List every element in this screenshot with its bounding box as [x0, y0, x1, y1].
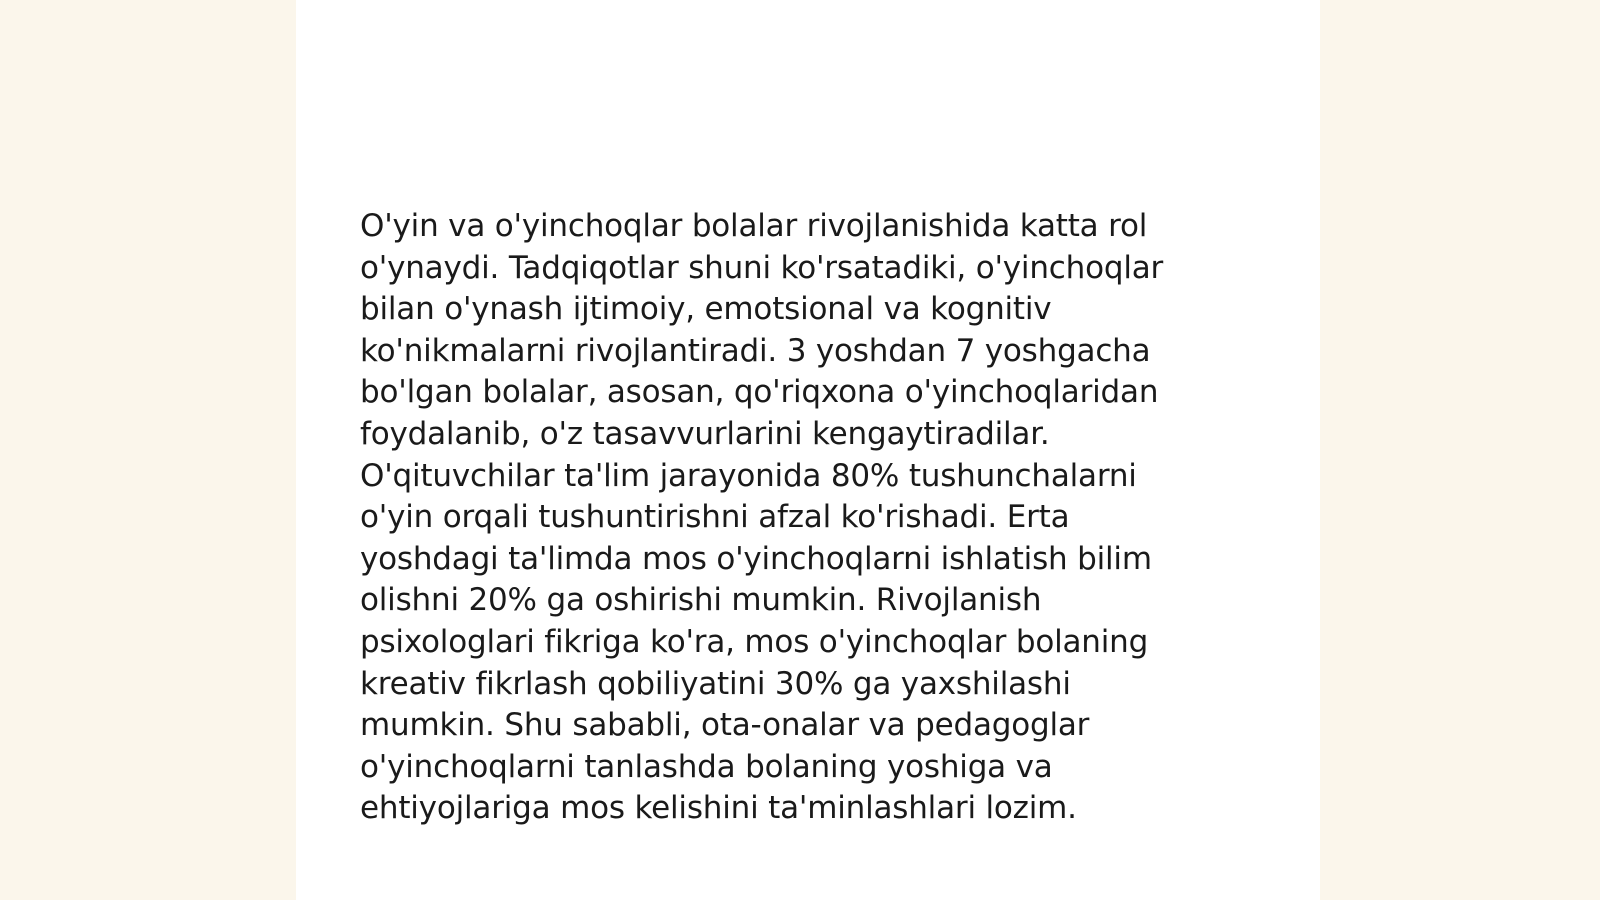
body-line: o'yinchoqlarni tanlashda bolaning yoshiga va — [360, 748, 1053, 785]
body-paragraph — [360, 206, 1240, 830]
body-line: psixologlari fikriga ko'ra, mos o'yinchoqlar bolaning — [360, 623, 1149, 660]
body-line: olishni 20% ga oshirishi mumkin. Rivojlanish — [360, 582, 1042, 619]
body-line: bilan o'ynash ijtimoiy, emotsional va kognitiv — [360, 291, 1052, 328]
body-line: O'qituvchilar ta'lim jarayonida 80% tushunchalarni — [360, 457, 1137, 494]
body-line: o'yin orqali tushuntirishni afzal ko'rishadi. Erta — [360, 499, 1070, 536]
body-line: ehtiyojlariga mos kelishini ta'minlashlari lozim. — [360, 790, 1077, 827]
body-line: bo'lgan bolalar, asosan, qo'riqxona o'yinchoqlaridan — [360, 374, 1159, 411]
body-line: o'ynaydi. Tadqiqotlar shuni ko'rsatadiki, o'yinchoqlar — [360, 249, 1164, 286]
body-line: foydalanib, o'z tasavvurlarini kengaytiradilar. — [360, 415, 1050, 452]
body-line: O'yin va o'yinchoqlar bolalar rivojlanishida katta rol — [360, 208, 1148, 244]
body-line: kreativ fikrlash qobiliyatini 30% ga yaxshilashi — [360, 665, 1071, 702]
body-line: ko'nikmalarni rivojlantiradi. 3 yoshdan 7 yoshgacha — [360, 332, 1151, 369]
body-line: yoshdagi ta'limda mos o'yinchoqlarni ishlatish bilim — [360, 540, 1152, 577]
body-line: mumkin. Shu sababli, ota-onalar va pedagoglar — [360, 707, 1090, 744]
document-page — [296, 0, 1320, 900]
